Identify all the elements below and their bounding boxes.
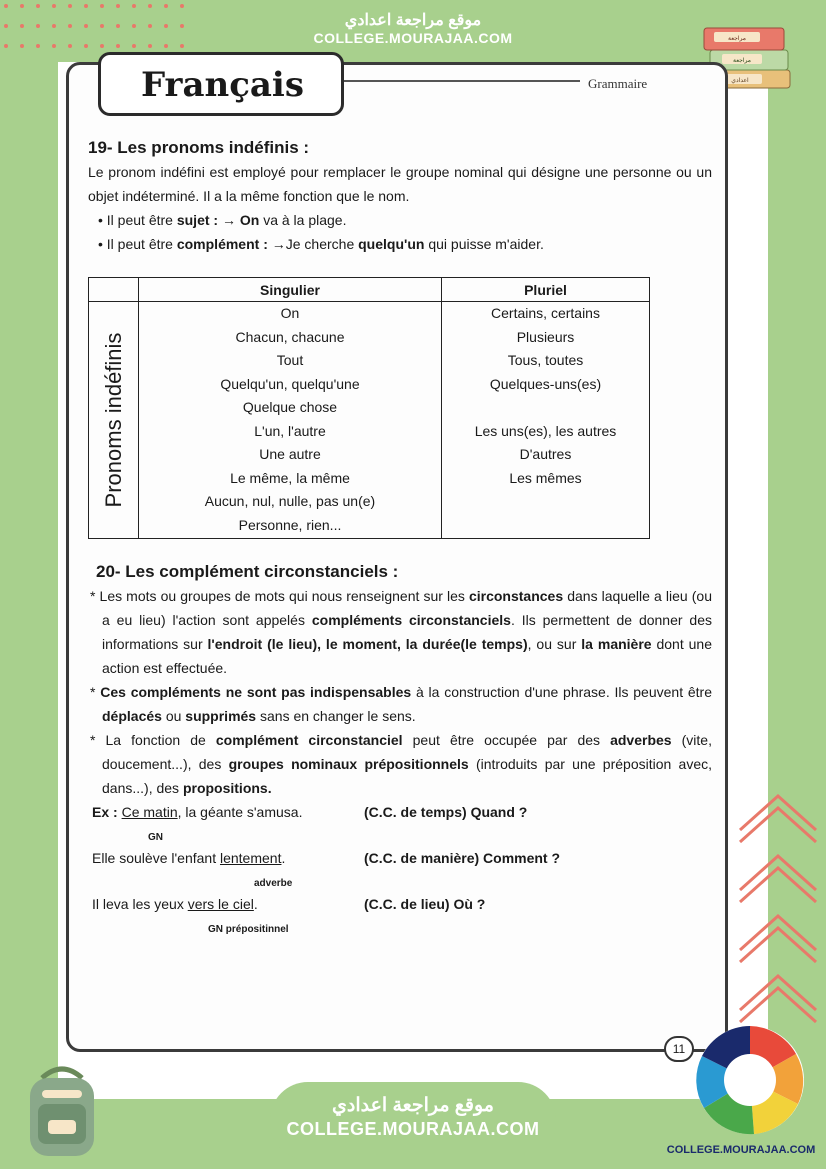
text: (introduits par une préposition avec, dans...), des [102, 756, 713, 796]
table-corner-cell [89, 278, 139, 302]
example-1-note-row [88, 824, 712, 846]
footer-logo-text: COLLEGE.MOURAJAA.COM [666, 1144, 816, 1156]
footer-banner [270, 1082, 556, 1160]
grammar-note: adverbe [254, 878, 293, 889]
section2-point-1: * Les mots ou groupes de mots qui nous renseignent sur les circonstances dans laquelle a lieu (ou a eu lieu) l'action sont appelés compléments circonstanciels. Ils permettent de donner des informations sur l'endroit (le lieu), le moment, la durée(le temps), ou sur la manière dont une action est effectuée. [90, 588, 713, 676]
list-item: Une autre [259, 446, 321, 462]
grammar-note: GN prépositinnel [208, 924, 289, 935]
example-text: va à la plage. [259, 212, 347, 228]
list-item: Chacun, chacune [235, 328, 345, 345]
book-label-2: مراجعة [732, 58, 752, 64]
subject-title: Français [141, 65, 304, 105]
example-3 [88, 892, 712, 916]
list-item: Tous, toutes [507, 352, 584, 368]
education-wheel-logo-icon [694, 1024, 806, 1136]
text: dans laquelle a lieu (ou a eu lieu) l'action sont appelés [102, 588, 712, 628]
list-item: Quelqu'un, quelqu'une [220, 375, 360, 392]
list-item: On [280, 305, 300, 321]
grammar-note: GN [148, 832, 163, 843]
example-sentence [92, 800, 302, 824]
section1-intro: Le pronom indéfini est employé pour remplacer le groupe nominal qui désigne une personne ou un objet indéterminé. Il a la même fonction que le nom. [88, 164, 712, 204]
header-site-arabic: موقع مراجعة اعدادي [344, 12, 482, 29]
example-2-note-row [88, 870, 712, 892]
list-item: Quelques-uns(es) [489, 375, 602, 392]
book-label-1: مراجعة [727, 36, 747, 42]
example-label: Ex : [92, 804, 118, 820]
text: ou [161, 708, 186, 724]
list-item: Les uns(es), les autres [474, 422, 617, 439]
section-label: Grammaire [588, 76, 648, 91]
text: à la construction d'une phrase. Ils peuvent être [411, 684, 712, 700]
text: . [281, 850, 286, 866]
list-item [442, 490, 649, 514]
section2-point-3: * La fonction de complément circonstanciel peut être occupée par des adverbes (vite, doucement...), des groupes nominaux prépositionnels (introduits par une préposition avec, dans...), des propositions. [90, 732, 713, 796]
column-header-singulier: Singulier [139, 278, 442, 302]
backpack-icon [12, 1060, 112, 1160]
header-site-url[interactable]: COLLEGE.MOURAJAA.COM [313, 30, 513, 46]
vertical-label: Pronoms indéfinis [100, 332, 126, 508]
list-item: Les mêmes [509, 469, 582, 486]
text: Les mots ou groupes de mots qui nous renseignent sur les [99, 588, 469, 604]
bold: l'endroit (le lieu), le moment, la durée(le temps) [207, 636, 528, 652]
text: La fonction de [105, 732, 216, 748]
chevron-decoration-icon [736, 790, 820, 1030]
bold: compléments circonstanciels [311, 612, 511, 628]
text: . Ils permettent de donner des informations sur [102, 612, 713, 652]
list-item: Le même, la même [230, 469, 350, 486]
text: dont une action est effectuée. [102, 636, 713, 676]
section2-title: 20- Les complément circonstanciels : [96, 562, 399, 581]
bold: supprimés [185, 708, 257, 724]
cc-type: (C.C. de lieu) Où ? [364, 896, 486, 912]
column-header-pluriel: Pluriel [442, 278, 650, 302]
subject-title-tab [98, 52, 344, 116]
underlined: lentement [219, 850, 282, 866]
example-bold: On [239, 212, 260, 228]
cc-type: (C.C. de manière) Comment ? [364, 850, 561, 866]
underlined: vers le ciel [187, 896, 254, 912]
underlined: Ce matin [121, 804, 178, 820]
list-item: Aucun, nul, nulle, pas un(e) [204, 493, 376, 509]
bullet-text: • Il peut être [98, 212, 177, 228]
table-header-row [89, 278, 650, 302]
pronoms-table [88, 277, 650, 539]
section-pronoms [88, 136, 712, 256]
bold: déplacés [102, 708, 162, 724]
example-bold: quelqu'un [358, 236, 425, 252]
example-sentence [92, 846, 285, 870]
example-text: qui puisse m'aider. [424, 236, 544, 252]
header-banner [300, 6, 526, 58]
title-underline [344, 80, 580, 82]
section1-bullet-complement [88, 232, 712, 256]
list-item: D'autres [519, 446, 572, 462]
pluriel-list [442, 302, 650, 539]
arrow: → [218, 212, 240, 228]
example-1 [88, 800, 712, 824]
list-item: Plusieurs [516, 328, 575, 345]
bold: la manière [581, 636, 652, 652]
bullet-bold: complément : [176, 236, 268, 252]
singulier-list [139, 302, 442, 539]
example-sentence [92, 892, 258, 916]
bold: propositions. [182, 780, 272, 796]
example-3-note-row [88, 916, 712, 938]
list-item: L'un, l'autre [254, 422, 326, 439]
example-2 [88, 846, 712, 870]
bold: complément circonstanciel [215, 732, 403, 748]
bold: Ces compléments ne sont pas indispensables [100, 684, 412, 700]
section1-title: 19- Les pronoms indéfinis : [88, 138, 310, 157]
list-item [442, 514, 649, 538]
section-complements [88, 560, 712, 938]
footer-site-arabic: موقع مراجعة اعدادي [332, 1095, 494, 1116]
footer-site-url[interactable]: COLLEGE.MOURAJAA.COM [286, 1119, 540, 1139]
list-item [442, 396, 649, 420]
section2-point-2: * Ces compléments ne sont pas indispensables à la construction d'une phrase. Ils peuvent être déplacés ou supprimés sans en changer le sens. [90, 684, 712, 724]
decorative-dots [0, 0, 200, 60]
table-body-row [89, 302, 650, 539]
cc-type: (C.C. de temps) Quand ? [364, 804, 528, 820]
section1-bullet-sujet [88, 208, 712, 232]
page-number: 11 [664, 1036, 694, 1062]
text: , ou sur [527, 636, 582, 652]
text: peut être occupée par des [402, 732, 611, 748]
left-green-band [0, 0, 58, 1169]
vertical-label-cell [89, 302, 139, 539]
text: . [253, 896, 258, 912]
list-item: Personne, rien... [238, 516, 342, 533]
list-item: Certains, certains [491, 305, 600, 321]
list-item: Tout [276, 352, 304, 368]
text: Elle soulève l'enfant [92, 850, 220, 866]
text: Il leva les yeux [92, 896, 188, 912]
bullet-text: • Il peut être [98, 236, 177, 252]
text: , la géante s'amusa. [177, 804, 303, 820]
bullet-bold: sujet : [176, 212, 219, 228]
example-text: →Je cherche [267, 236, 359, 252]
text: sans en changer le sens. [256, 708, 416, 724]
bold: adverbes [610, 732, 672, 748]
book-label-3: اعدادي [731, 78, 749, 84]
text: (vite, doucement...), des [102, 732, 712, 772]
list-item: Quelque chose [242, 399, 338, 415]
bold: groupes nominaux prépositionnels [228, 756, 469, 772]
bold: circonstances [468, 588, 564, 604]
